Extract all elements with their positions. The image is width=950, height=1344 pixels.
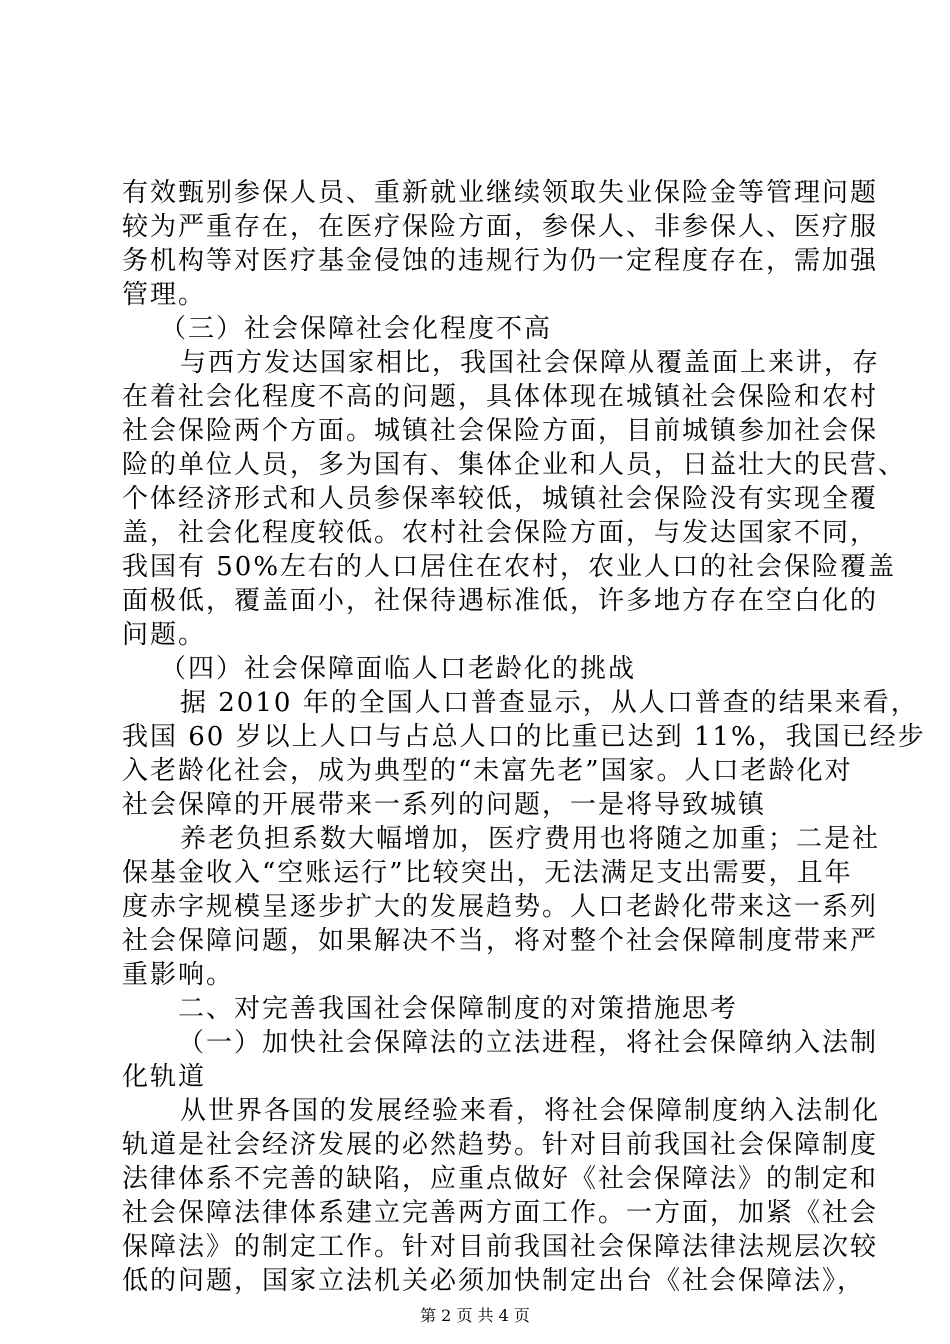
text-line: 法律体系不完善的缺陷，应重点做好《社会保障法》的制定和 — [122, 1164, 879, 1194]
text-line: 社会保障问题，如果解决不当，将对整个社会保障制度带来严 — [122, 926, 879, 956]
text-line: 在着社会化程度不高的问题，具体体现在城镇社会保险和农村 — [122, 382, 879, 412]
text-line: 保障法》的制定工作。针对目前我国社会保障法律法规层次较 — [122, 1232, 879, 1262]
text-line: 保基金收入“空账运行”比较突出，无法满足支出需要，且年 — [122, 858, 853, 888]
text-line: 面极低，覆盖面小，社保待遇标准低，许多地方存在空白化的 — [122, 586, 879, 616]
section-heading: （四）社会保障面临人口老龄化的挑战 — [160, 654, 637, 684]
text-line: 养老负担系数大幅增加，医疗费用也将随之加重；二是社 — [180, 824, 881, 854]
text-line: 社会保障的开展带来一系列的问题，一是将导致城镇 — [122, 790, 767, 820]
text-line: 社会保险两个方面。城镇社会保险方面，目前城镇参加社会保 — [122, 416, 879, 446]
text-line: 度赤字规模呈逐步扩大的发展趋势。人口老龄化带来这一系列 — [122, 892, 879, 922]
text-line: 据 2010 年的全国人口普查显示，从人口普查的结果来看， — [180, 688, 919, 718]
text-line: 与西方发达国家相比，我国社会保障从覆盖面上来讲，存 — [180, 348, 881, 378]
section-heading: （一）加快社会保障法的立法进程，将社会保障纳入法制 — [178, 1028, 879, 1058]
text-line: 较为严重存在，在医疗保险方面，参保人、非参保人、医疗服 — [122, 212, 879, 242]
page-number-footer: 第 2 页 共 4 页 — [420, 1306, 530, 1325]
text-line: 低的问题，国家立法机关必须加快制定出台《社会保障法》， — [122, 1266, 866, 1296]
text-line: 我国有 50%左右的人口居住在农村，农业人口的社会保险覆盖 — [122, 552, 897, 582]
text-line: 轨道是社会经济发展的必然趋势。针对目前我国社会保障制度 — [122, 1130, 879, 1160]
text-line: 社会保障法律体系建立完善两方面工作。一方面，加紧《社会 — [122, 1198, 879, 1228]
text-line: 重影响。 — [122, 960, 235, 990]
text-line: 管理。 — [122, 280, 207, 310]
text-line: 险的单位人员，多为国有、集体企业和人员，日益壮大的民营、 — [122, 450, 907, 480]
text-line: 个体经济形式和人员参保率较低，城镇社会保险没有实现全覆 — [122, 484, 879, 514]
section-heading: 二、对完善我国社会保障制度的对策措施思考 — [178, 994, 739, 1024]
text-line: 入老龄化社会，成为典型的“未富先老”国家。人口老龄化对 — [122, 756, 853, 786]
text-line: 化轨道 — [122, 1062, 207, 1092]
text-line: 盖，社会化程度较低。农村社会保险方面，与发达国家不同， — [122, 518, 879, 548]
text-line: 务机构等对医疗基金侵蚀的违规行为仍一定程度存在，需加强 — [122, 246, 879, 276]
text-line: 从世界各国的发展经验来看，将社会保障制度纳入法制化 — [180, 1096, 881, 1126]
text-line: 有效甄别参保人员、重新就业继续领取失业保险金等管理问题 — [122, 178, 879, 208]
text-line: 我国 60 岁以上人口与占总人口的比重已达到 11%，我国已经步 — [122, 722, 926, 752]
section-heading: （三）社会保障社会化程度不高 — [160, 314, 553, 344]
text-line: 问题。 — [122, 620, 207, 650]
